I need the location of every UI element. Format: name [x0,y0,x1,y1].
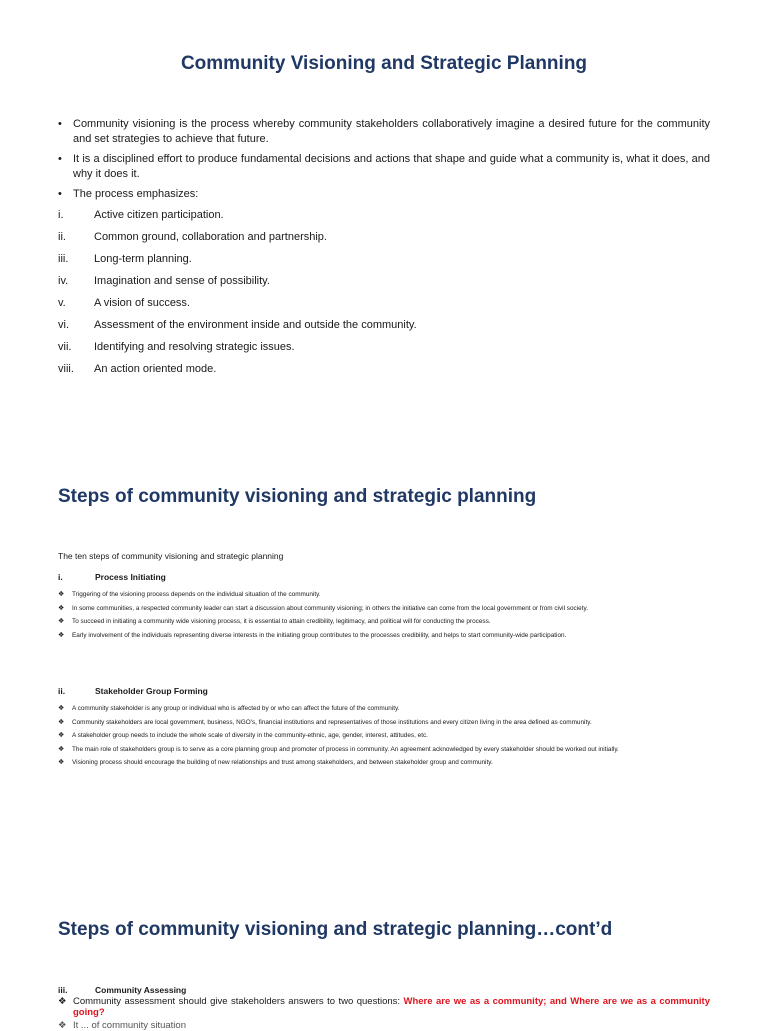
list-item [58,732,698,741]
item-text: Assessment of the environment inside and outside the community. [94,318,417,331]
diamond-list [58,996,710,1031]
item-text: Triggering of the visioning process depends on the individual situation of the community. [72,591,321,598]
list-item [58,591,698,600]
list-item [58,230,710,252]
slide-1 [0,0,768,420]
bullet-text: It is a disciplined effort to produce fundamental decisions and actions that shape and guide what a community is, what it does, and why it does it. [73,153,710,180]
item-text: Visioning process should encourage the building of new relationships and trust among stakeholders, and between stakeholder group and community. [72,759,493,766]
slide-title: Community Visioning and Strategic Planning [180,53,588,74]
bullet-item [58,117,710,146]
item-text: Active citizen participation. [94,208,224,221]
item-text: A community stakeholder is any group or individual who is affected by or who can affect the future of the community. [72,705,400,712]
bullet-item [58,152,710,181]
list-item [58,605,698,614]
diamond-bullet-icon: ❖ [58,996,67,1007]
diamond-list [58,591,698,645]
item-text: In some communities, a respected community leader can start a discussion about community visioning; in others the initiative can come from the local government or from civil society. [72,604,588,612]
diamond-bullet-icon: ❖ [58,1020,67,1031]
diamond-bullet-icon: ❖ [58,618,65,625]
section-number: ii. [58,686,66,696]
item-text: Long-term planning. [94,252,192,265]
intro-text: The ten steps of community visioning and strategic planning [58,551,284,561]
diamond-bullet-icon: ❖ [58,591,65,598]
item-number: i. [58,208,64,221]
section-title: Community Assessing [95,985,187,995]
slide-title: Steps of community visioning and strategic planning [58,486,537,507]
item-text: Community assessment should give stakeholders answers to two questions: [73,996,404,1007]
diamond-bullet-icon: ❖ [58,604,65,612]
list-item [58,318,710,340]
diamond-bullet-icon: ❖ [58,745,65,753]
item-text: Imagination and sense of possibility. [94,274,270,287]
item-text: A vision of success. [94,296,190,309]
diamond-bullet-icon: ❖ [58,732,65,739]
item-number: vi. [58,318,69,331]
bullet-text: The process emphasizes: [73,188,199,200]
list-item [58,1020,710,1031]
list-item [58,252,710,274]
roman-numeral-list [58,208,710,384]
item-text: An action oriented mode. [94,362,217,375]
list-item [58,719,698,728]
list-item [58,296,710,318]
item-text: To succeed in initiating a community wide visioning process, it is essential to attain credibility, legitimacy, and political will for conducting the process. [72,618,491,625]
list-item [58,208,710,230]
bullet-icon: • [58,118,62,130]
item-text: Community stakeholders are local government, business, NGO's, financial institutions and representatives of those institutions and every citizen living in the area defined as community. [72,718,592,726]
slide-3 [0,900,768,1031]
item-text: It ... of community situation [73,1020,186,1031]
bullet-text: Community visioning is the process whereby community stakeholders collaboratively imagine a desired future for the community and set strategies to achieve that future. [73,118,710,145]
item-number: viii. [58,362,74,375]
item-text: Common ground, collaboration and partnership. [94,230,327,243]
item-text: The main role of stakeholders group is to serve as a core planning group and promoter of process in community. An agreement acknowledged by every stakeholder should be worked out initially. [72,745,619,753]
bullet-item [58,187,710,202]
bullet-icon: • [58,153,62,165]
item-number: v. [58,296,66,309]
item-number: iii. [58,252,69,265]
list-item [58,996,710,1018]
item-text: A stakeholder group needs to include the whole scale of diversity in the community-ethnic, age, gender, interest, attitudes, etc. [72,732,428,739]
slide-title: Steps of community visioning and strategic planning…cont’d [58,919,613,940]
section-title: Process Initiating [95,572,166,582]
list-item [58,618,698,627]
section-number: iii. [58,985,68,995]
item-text: Identifying and resolving strategic issues. [94,340,295,353]
bullet-list [58,117,710,384]
item-text: Early involvement of the individuals representing diverse interests in the initiating group contributes to the processes credibility, and helps to start community-wide participation. [72,631,567,639]
item-number: vii. [58,340,72,353]
section-title: Stakeholder Group Forming [95,686,208,696]
bullet-icon: • [58,188,62,200]
diamond-bullet-icon: ❖ [58,631,65,639]
list-item [58,759,698,768]
highlight-question: Where are we as a community; and Where are we as a community going? [73,996,710,1018]
list-item [58,362,710,384]
diamond-bullet-icon: ❖ [58,718,65,726]
slide-2 [0,470,768,830]
diamond-list [58,705,698,773]
list-item [58,274,710,296]
list-item [58,340,710,362]
item-number: iv. [58,274,69,287]
item-number: ii. [58,230,66,243]
list-item [58,746,698,755]
diamond-bullet-icon: ❖ [58,759,65,766]
list-item [58,705,698,714]
list-item [58,632,698,641]
section-number: i. [58,572,63,582]
diamond-bullet-icon: ❖ [58,705,65,712]
